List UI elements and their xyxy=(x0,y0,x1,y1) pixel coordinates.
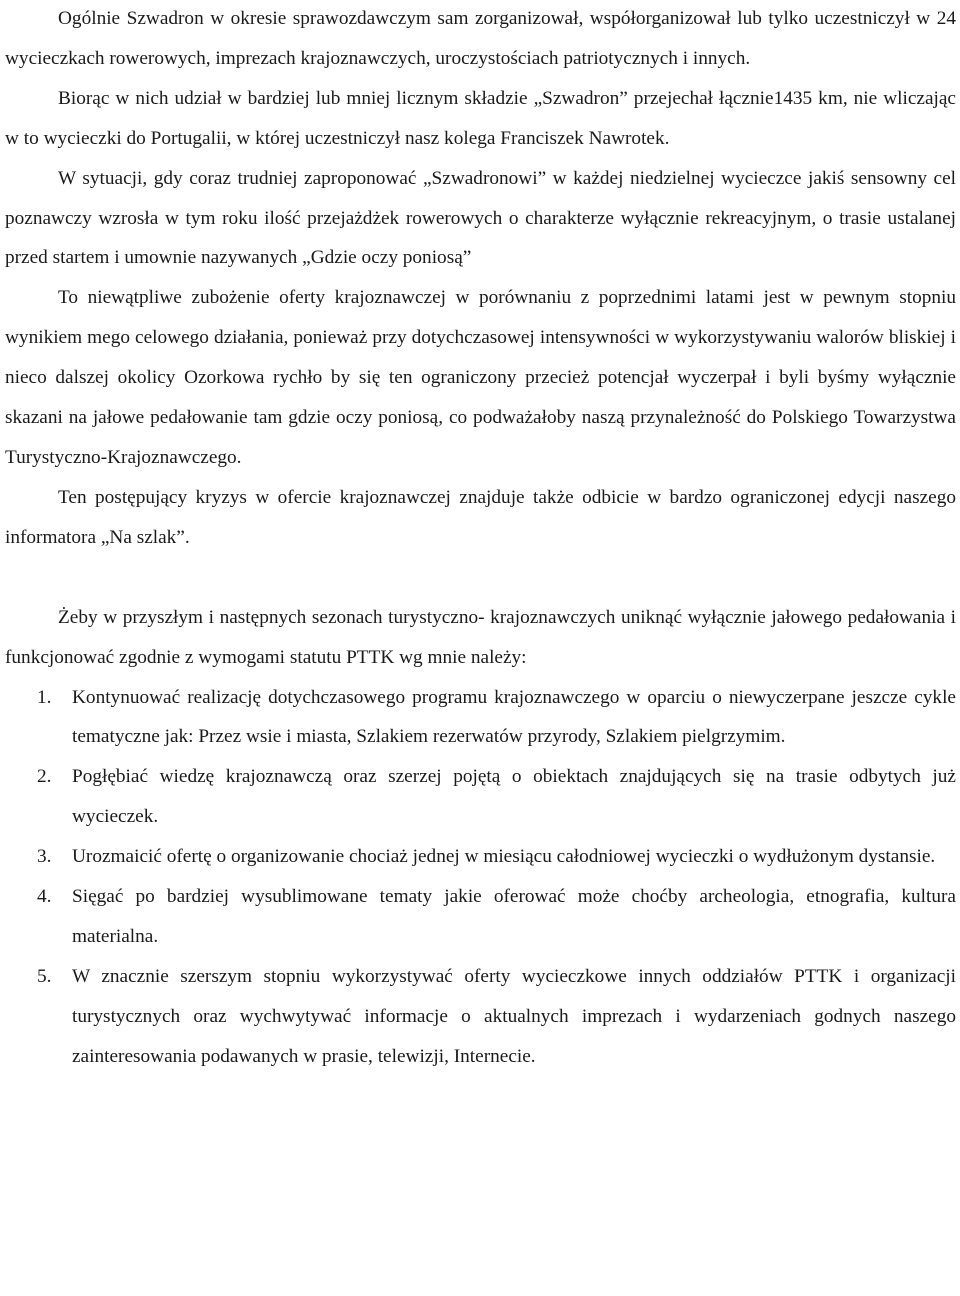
list-item-number: 1. xyxy=(37,686,52,708)
list-item-text: W znacznie szerszym stopniu wykorzystywać oferty wycieczkowe innych oddziałów PTTK i organizacji turystycznych oraz wychwytywać informacje o aktualnych imprezach i wydarzeniach godnych naszego zainteresowania podawanych w prasie, telewizji, Internecie. xyxy=(72,965,956,1067)
list-item-text: Kontynuować realizację dotychczasowego programu krajoznawczego w oparciu o niewyczerpane jeszcze cykle tematyczne jak: Przez wsie i miasta, Szlakiem rezerwatów przyrody, Szlakiem pielgrzymim. xyxy=(72,686,956,748)
list-item xyxy=(5,957,956,1077)
list-item-number: 4. xyxy=(37,886,52,908)
list-item xyxy=(5,678,956,758)
list-item xyxy=(5,877,956,957)
paragraph-recommendations-intro: Żeby w przyszłym i następnych sezonach turystyczno- krajoznawczych uniknąć wyłącznie jałowego pedałowania i funkcjonować zgodnie z wymogami statutu PTTK wg mnie należy: xyxy=(5,606,956,668)
list-item-text: Sięgać po bardziej wysublimowane tematy jakie oferować może choćby archeologia, etnografia, kultura materialna. xyxy=(72,886,956,947)
list-item-number: 5. xyxy=(37,965,52,987)
list-item-number: 3. xyxy=(37,846,52,868)
list-item xyxy=(5,757,956,837)
document-page xyxy=(5,0,956,1077)
paragraph-recreational-rides: W sytuacji, gdy coraz trudniej zaproponować „Szwadronowi” w każdej niedzielnej wycieczce jakiś sensowny cel poznawczy wzrosła w tym roku ilość przejażdżek rowerowych o charakterze wyłącznie rekreacyjnym, o trasie ustalanej przed startem i umownie nazywanych „Gdzie oczy poniosą” xyxy=(5,167,956,269)
paragraph-summary: Ogólnie Szwadron w okresie sprawozdawczym sam zorganizował, współorganizował lub tylko uczestniczył w 24 wycieczkach rowerowych, imprezach krajoznawczych, uroczystościach patriotycznych i innych. xyxy=(5,8,956,69)
paragraph-distance: Biorąc w nich udział w bardziej lub mniej licznym składzie „Szwadron” przejechał łącznie1435 km, nie wliczając w to wycieczki do Portugalii, w której uczestniczył nasz kolega Franciszek Nawrotek. xyxy=(5,87,956,149)
paragraph-gap xyxy=(5,558,956,598)
list-item xyxy=(5,837,956,877)
list-item-number: 2. xyxy=(37,766,52,788)
list-item-text: Pogłębiać wiedzę krajoznawczą oraz szerzej pojętą o obiektach znajdujących się na trasie odbytych już wycieczek. xyxy=(72,766,956,828)
list-item-text: Urozmaicić ofertę o organizowanie chociaż jednej w miesiącu całodniowej wycieczki o wydłużonym dystansie. xyxy=(72,846,936,868)
paragraph-informator: Ten postępujący kryzys w ofercie krajoznawczej znajduje także odbicie w bardzo ograniczonej edycji naszego informatora „Na szlak”. xyxy=(5,486,956,548)
recommendations-list xyxy=(5,678,956,1077)
paragraph-offer-decline: To niewątpliwe zubożenie oferty krajoznawczej w porównaniu z poprzednimi latami jest w pewnym stopniu wynikiem mego celowego działania, ponieważ przy dotychczasowej intensywności w wykorzystywaniu walorów bliskiej i nieco dalszej okolicy Ozorkowa rychło by się ten ograniczony przecież potencjał wyczerpał i byli byśmy wyłącznie skazani na jałowe pedałowanie tam gdzie oczy poniosą, co podważałoby naszą przynależność do Polskiego Towarzystwa Turystyczno-Krajoznawczego. xyxy=(5,287,956,468)
